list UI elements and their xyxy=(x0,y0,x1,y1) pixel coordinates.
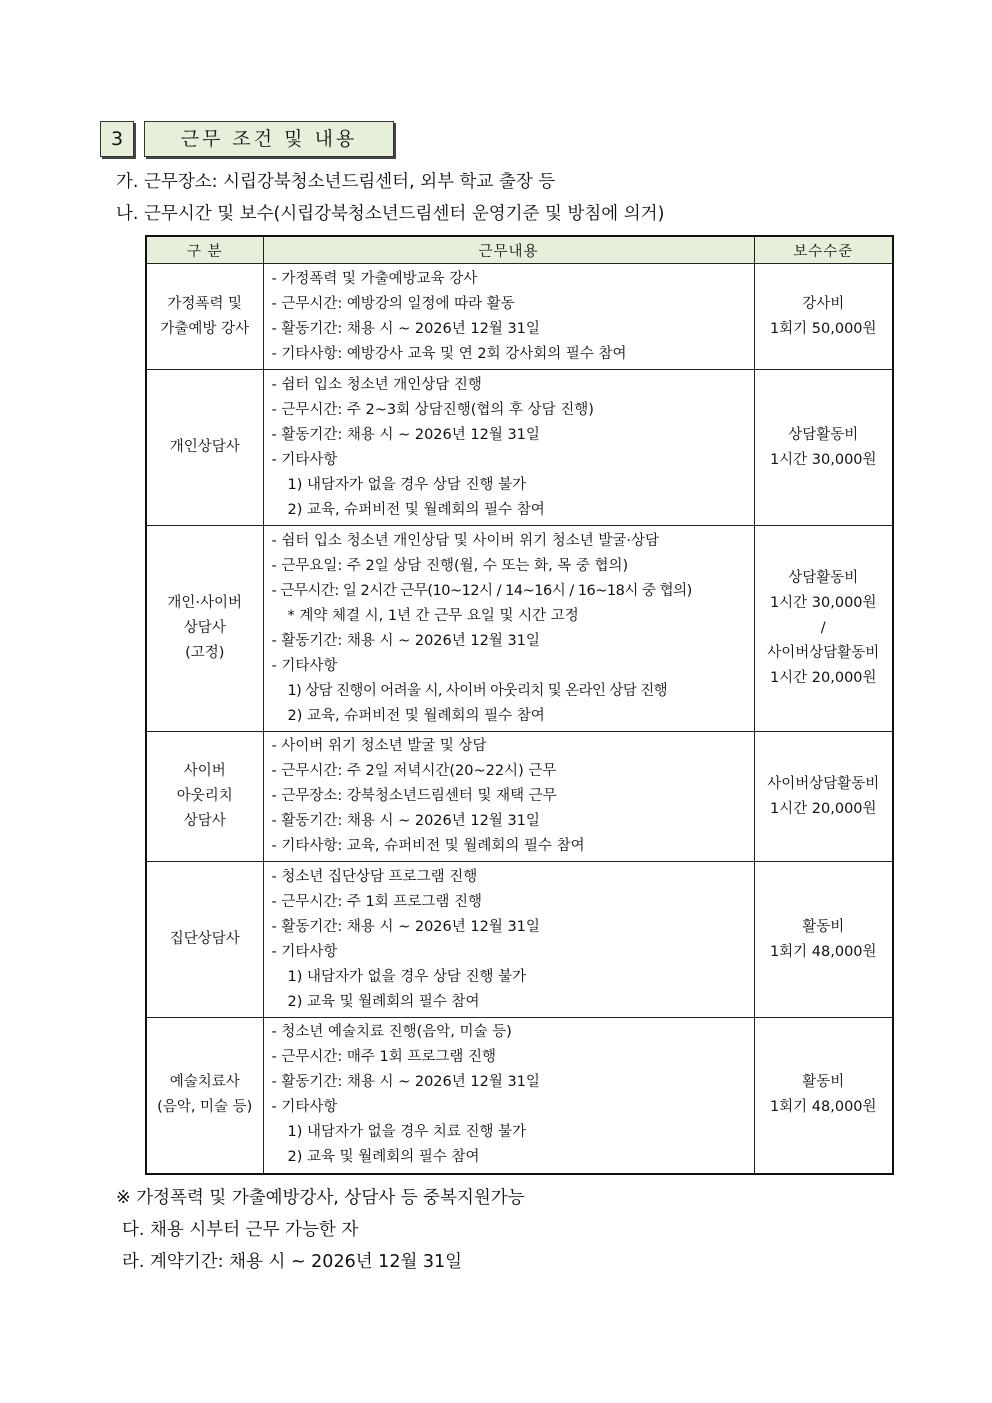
duplicate-application-note: ※ 가정폭력 및 가출예방강사, 상담사 등 중복지원가능 xyxy=(116,1188,525,1208)
table-row xyxy=(146,732,893,862)
detail-line: - 활동기간: 채용 시 ~ 2026년 12월 31일 xyxy=(271,1074,540,1091)
detail-line: - 활동기간: 채용 시 ~ 2026년 12월 31일 xyxy=(271,918,540,935)
detail-subline: 1) 내담자가 없을 경우 치료 진행 불가 xyxy=(287,1124,527,1141)
category-line: 사이버 xyxy=(183,763,226,779)
row-pay xyxy=(754,264,893,370)
pay-line: 1회기 48,000원 xyxy=(769,1099,877,1116)
category-line: 집단상담사 xyxy=(169,931,240,947)
contract-period-line: 라. 계약기간: 채용 시 ~ 2026년 12월 31일 xyxy=(122,1252,463,1272)
row-details xyxy=(263,526,754,732)
detail-subline: 2) 교육, 슈퍼비전 및 월례회의 필수 참여 xyxy=(287,707,545,724)
work-location-line: 가. 근무장소: 시립강북청소년드림센터, 외부 학교 출장 등 xyxy=(116,172,556,192)
detail-line: - 근무시간: 주 2~3회 상담진행(협의 후 상담 진행) xyxy=(271,401,594,418)
detail-subline: 1) 상담 진행이 어려울 시, 사이버 아웃리치 및 온라인 상담 진행 xyxy=(287,682,668,699)
pay-line: / xyxy=(820,620,826,636)
category-line: 가정폭력 및 xyxy=(167,295,243,312)
table-row xyxy=(146,862,893,1018)
category-line: (고정) xyxy=(185,645,225,661)
detail-subline: 2) 교육 및 월례회의 필수 참여 xyxy=(287,1149,480,1166)
detail-line: - 근무시간: 매주 1회 프로그램 진행 xyxy=(271,1049,496,1066)
detail-line: - 기타사항: 교육, 슈퍼비전 및 월례회의 필수 참여 xyxy=(271,838,585,854)
category-line: (음악, 미술 등) xyxy=(157,1099,253,1116)
pay-line: 활동비 xyxy=(802,1074,845,1091)
category-line: 개인상담사 xyxy=(169,439,240,455)
table-row xyxy=(146,370,893,526)
category-line: 가출예방 강사 xyxy=(160,320,250,337)
detail-line: - 기타사항: 예방강사 교육 및 연 2회 강사회의 필수 참여 xyxy=(271,345,627,362)
start-availability-line: 다. 채용 시부터 근무 가능한 자 xyxy=(122,1220,359,1240)
detail-line: - 근무장소: 강북청소년드림센터 및 재택 근무 xyxy=(271,788,557,804)
row-pay xyxy=(754,370,893,526)
detail-line: - 활동기간: 채용 시 ~ 2026년 12월 31일 xyxy=(271,320,540,337)
pay-line: 1시간 30,000원 xyxy=(769,595,877,611)
detail-line: - 근무시간: 주 1회 프로그램 진행 xyxy=(271,893,482,910)
category-line: 상담사 xyxy=(183,813,226,829)
detail-subline: 1) 내담자가 없을 경우 상담 진행 불가 xyxy=(287,968,527,985)
detail-line: - 사이버 위기 청소년 발굴 및 상담 xyxy=(271,738,487,754)
detail-line: - 활동기간: 채용 시 ~ 2026년 12월 31일 xyxy=(271,813,540,829)
header-category: 구 분 xyxy=(146,236,263,264)
table-row xyxy=(146,1018,893,1174)
table-header-row xyxy=(146,236,893,264)
pay-line: 활동비 xyxy=(802,918,845,935)
row-details xyxy=(263,264,754,370)
pay-line: 1회기 50,000원 xyxy=(769,320,877,337)
category-line: 개인·사이버 xyxy=(167,595,243,611)
row-pay xyxy=(754,526,893,732)
row-category xyxy=(146,264,263,370)
pay-line: 1시간 20,000원 xyxy=(769,670,877,686)
detail-subline: 1) 내담자가 없을 경우 상담 진행 불가 xyxy=(287,476,527,493)
row-category xyxy=(146,370,263,526)
detail-line: - 기타사항 xyxy=(271,657,338,674)
pay-line: 1시간 30,000원 xyxy=(769,451,877,468)
section-title: 근무 조건 및 내용 xyxy=(144,121,394,157)
header-pay: 보수수준 xyxy=(754,236,893,264)
pay-line: 사이버상담활동비 xyxy=(767,775,880,792)
row-category xyxy=(146,526,263,732)
detail-line: - 청소년 예술치료 진행(음악, 미술 등) xyxy=(271,1024,512,1041)
detail-line: - 쉼터 입소 청소년 개인상담 진행 xyxy=(271,376,482,393)
row-pay xyxy=(754,732,893,862)
category-line: 상담사 xyxy=(183,620,226,636)
detail-line: - 근무시간: 예방강의 일정에 따라 활동 xyxy=(271,295,515,312)
detail-line: - 가정폭력 및 가출예방교육 강사 xyxy=(271,270,478,287)
detail-line: - 활동기간: 채용 시 ~ 2026년 12월 31일 xyxy=(271,426,540,443)
detail-subline: 2) 교육, 슈퍼비전 및 월례회의 필수 참여 xyxy=(287,501,545,518)
detail-subline: * 계약 체결 시, 1년 간 근무 요일 및 시간 고정 xyxy=(287,607,579,624)
row-details xyxy=(263,1018,754,1174)
pay-line: 상담활동비 xyxy=(788,570,859,586)
row-category xyxy=(146,1018,263,1174)
row-details xyxy=(263,732,754,862)
work-conditions-table xyxy=(145,235,894,1175)
pay-line: 사이버상담활동비 xyxy=(767,645,880,661)
row-details xyxy=(263,862,754,1018)
detail-line: - 기타사항 xyxy=(271,943,338,960)
detail-line: - 기타사항 xyxy=(271,451,338,468)
row-details xyxy=(263,370,754,526)
detail-line: - 쉼터 입소 청소년 개인상담 및 사이버 위기 청소년 발굴·상담 xyxy=(271,532,659,549)
section-number: 3 xyxy=(100,121,134,157)
detail-line: - 근무요일: 주 2일 상담 진행(월, 수 또는 화, 목 중 협의) xyxy=(271,557,629,574)
table-row xyxy=(146,264,893,370)
detail-line: - 기타사항 xyxy=(271,1099,338,1116)
detail-line: - 근무시간: 일 2시간 근무(10~12시 / 14~16시 / 16~18시 중 협의) xyxy=(271,582,692,599)
pay-line: 강사비 xyxy=(802,295,845,312)
category-line: 아웃리치 xyxy=(176,788,233,804)
detail-line: - 근무시간: 주 2일 저녁시간(20~22시) 근무 xyxy=(271,763,557,779)
header-details: 근무내용 xyxy=(263,236,754,264)
row-pay xyxy=(754,862,893,1018)
detail-line: - 청소년 집단상담 프로그램 진행 xyxy=(271,868,478,885)
detail-subline: 2) 교육 및 월례회의 필수 참여 xyxy=(287,993,480,1010)
pay-line: 1회기 48,000원 xyxy=(769,943,877,960)
pay-line: 1시간 20,000원 xyxy=(769,800,877,817)
work-hours-pay-line: 나. 근무시간 및 보수(시립강북청소년드림센터 운영기준 및 방침에 의거) xyxy=(116,204,665,224)
category-line: 예술치료사 xyxy=(169,1074,240,1091)
pay-line: 상담활동비 xyxy=(788,426,859,443)
detail-line: - 활동기간: 채용 시 ~ 2026년 12월 31일 xyxy=(271,632,540,649)
row-category xyxy=(146,732,263,862)
table-row xyxy=(146,526,893,732)
row-pay xyxy=(754,1018,893,1174)
row-category xyxy=(146,862,263,1018)
